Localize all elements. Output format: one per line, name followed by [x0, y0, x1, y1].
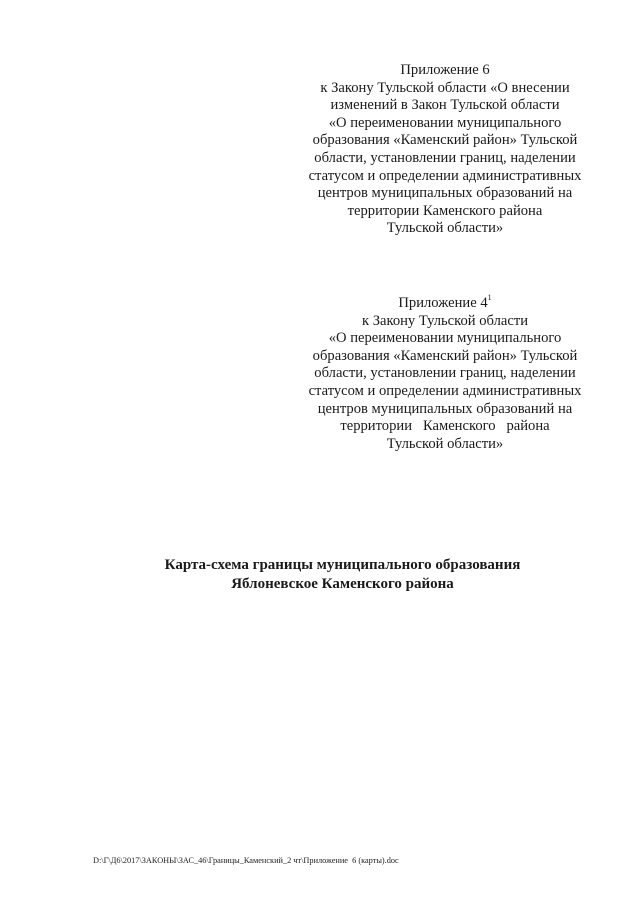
appendix-6-line: статусом и определении административных	[308, 167, 582, 184]
appendix-4-line: образования «Каменский район» Тульской	[312, 347, 578, 364]
appendix-6-line: «О переименовании муниципального	[328, 114, 562, 131]
map-scheme-title	[0, 556, 640, 594]
appendix-4-line: статусом и определении административных	[308, 382, 582, 399]
appendix-4-header	[280, 295, 610, 453]
appendix-4-line: центров муниципальных образований на	[317, 400, 573, 417]
appendix-6-line: территории Каменского района	[347, 202, 543, 219]
appendix-4-heading	[280, 295, 610, 313]
map-title-line: Карта-схема границы муниципального образования	[164, 557, 521, 573]
appendix-6-header	[280, 62, 610, 238]
appendix-6-line: изменений в Закон Тульской области	[330, 97, 560, 114]
map-title-line: Яблоневское Каменского района	[231, 576, 454, 592]
appendix-4-heading-text: Приложение 4	[398, 295, 488, 311]
appendix-4-line: области, установлении границ, наделении	[314, 365, 576, 382]
appendix-4-line: к Закону Тульской области	[361, 312, 529, 329]
appendix-6-line: Тульской области»	[386, 220, 504, 237]
appendix-4-superscript: 1	[487, 293, 492, 302]
appendix-6-line: образования «Каменский район» Тульской	[312, 132, 578, 149]
appendix-4-line: территории Каменского района	[340, 418, 550, 435]
appendix-4-line: Тульской области»	[386, 435, 504, 452]
appendix-6-line: к Закону Тульской области «О внесении	[320, 79, 570, 96]
appendix-6-line: области, установлении границ, наделении	[314, 149, 576, 166]
appendix-4-line: «О переименовании муниципального	[328, 330, 562, 347]
appendix-6-line: Приложение 6	[400, 62, 490, 78]
document-file-path: D:\Г\Д6\2017\ЗАКОНЫ\ЗАС_46\Границы_Каменский_2 чт\Приложение 6 (карты).doc	[93, 856, 399, 865]
appendix-6-line: центров муниципальных образований на	[317, 185, 573, 202]
